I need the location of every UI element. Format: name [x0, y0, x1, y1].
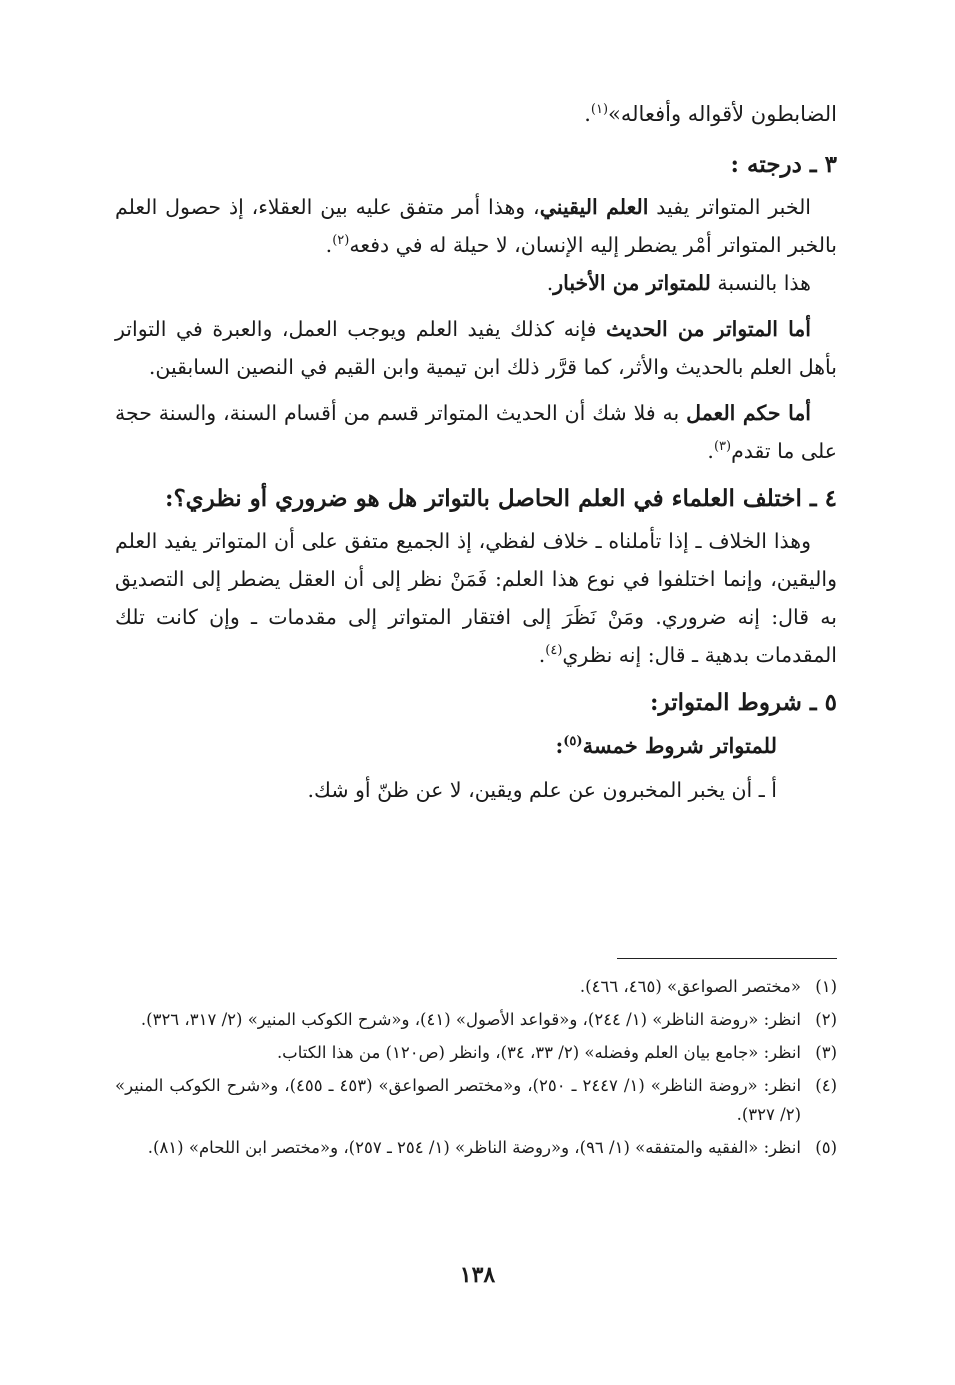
- footnote-text: انظر: «الفقيه والمتفقه» (١/ ٩٦)، و«روضة الناظر» (١/ ٢٥٤ ـ ٢٥٧)، و«مختصر ابن اللحام» (٨١).: [147, 1138, 801, 1157]
- footnote-4: [115, 1071, 837, 1129]
- footnote-number: (٥): [815, 1138, 837, 1157]
- footnote-number: (٣): [815, 1043, 837, 1062]
- continuation-line: الضابطون لأقواله وأفعاله»$^{(١)}$.: [584, 102, 837, 126]
- footnote-5: [115, 1133, 837, 1162]
- footnote-separator: [617, 958, 837, 959]
- footnote-1: [115, 972, 837, 1001]
- section-3-paragraph-3: أما المتواتر من الحديث فإنه كذلك يفيد العلم ويوجب العمل، والعبرة في التواتر بأهل العلم بالحديث والأثر، كما قرَّر ذلك ابن تيمية وابن القيم في النصين السابقين.: [115, 317, 837, 379]
- footnotes: [115, 972, 837, 1166]
- footnote-text: انظر: «جامع بيان العلم وفضله» (٢/ ٣٣، ٣٤)، وانظر (ص١٢٠) من هذا الكتاب.: [276, 1043, 801, 1062]
- section-4-heading: ٤ ـ اختلف العلماء في العلم الحاصل بالتواتر هل هو ضروري أو نظري؟:: [164, 485, 837, 512]
- footnote-2: [115, 1005, 837, 1034]
- condition-item-a: أ ـ أن يخبر المخبرون عن علم ويقين، لا عن ظنّ أو شك.: [307, 778, 777, 802]
- continuation-text: الضابطون لأقواله وأفعاله»: [608, 102, 837, 126]
- footnote-ref-3[interactable]: (٣): [713, 439, 732, 455]
- page-body: [115, 92, 837, 810]
- footnote-ref-2[interactable]: (٢): [332, 233, 350, 249]
- section-3-paragraph-2: هذا بالنسبة للمتواتر من الأخبار.: [546, 271, 811, 295]
- footnote-ref-5[interactable]: (٥): [563, 734, 583, 749]
- section-4-paragraph-1: وهذا الخلاف ـ إذا تأملناه ـ خلاف لفظي، إذ الجميع متفق على أن المتواتر يفيد العلم واليقين، وإنما اختلفوا في نوع هذا العلم: فَمَنْ نظر إلى أن العقل يضطر إلى التصديق به قال: إنه ضروري. ومَنْ نَظَرَ إلى افتقار المتواتر إلى مقدمات ـ وإن كانت تلك المقدمات بدهية ـ قال: إنه نظري$^{(٤)}$.: [115, 529, 838, 667]
- footnote-text: انظر: «روضة الناظر» (١/ ٢٤٤)، و«قواعد الأصول» (٤١)، و«شرح الكوكب المنير» (٢/ ٣١٧، ٣٢٦).: [140, 1010, 801, 1029]
- footnote-number: (٤): [815, 1076, 837, 1095]
- footnote-3: [115, 1038, 837, 1067]
- section-5-heading: ٥ ـ شروط المتواتر:: [650, 689, 837, 716]
- footnote-ref-1[interactable]: (١): [590, 102, 609, 117]
- footnote-text: «مختصر الصواعق» (٤٦٥، ٤٦٦).: [579, 977, 801, 996]
- page-number: ١٣٨: [459, 1262, 496, 1288]
- section-5-subheading: للمتواتر شروط خمسة$^{(٥)}$:: [555, 733, 777, 758]
- section-3-paragraph-1: الخبر المتواتر يفيد العلم اليقيني، وهذا أمر متفق عليه بين العقلاء، إذ حصول العلم بالخبر المتواتر أمْر يضطر إليه الإنسان، لا حيلة له في دفعه$^{(٢)}$.: [115, 195, 837, 257]
- footnote-number: (٢): [815, 1010, 837, 1029]
- footnote-number: (١): [815, 977, 837, 996]
- section-3-heading: ٣ ـ درجته :: [730, 151, 837, 178]
- section-3-paragraph-4: أما حكم العمل به فلا شك أن الحديث المتواتر قسم من أقسام السنة، والسنة حجة على ما تقدم$^{(٣)}$.: [115, 401, 837, 463]
- footnote-text: انظر: «روضة الناظر» (١/ ٢٤٤٧ ـ ٢٥٠)، و«مختصر الصواعق» (٤٥٣ ـ ٤٥٥)، و«شرح الكوكب المنير» (٢/ ٣٢٧).: [115, 1076, 802, 1124]
- footnote-ref-4[interactable]: (٤): [545, 643, 563, 659]
